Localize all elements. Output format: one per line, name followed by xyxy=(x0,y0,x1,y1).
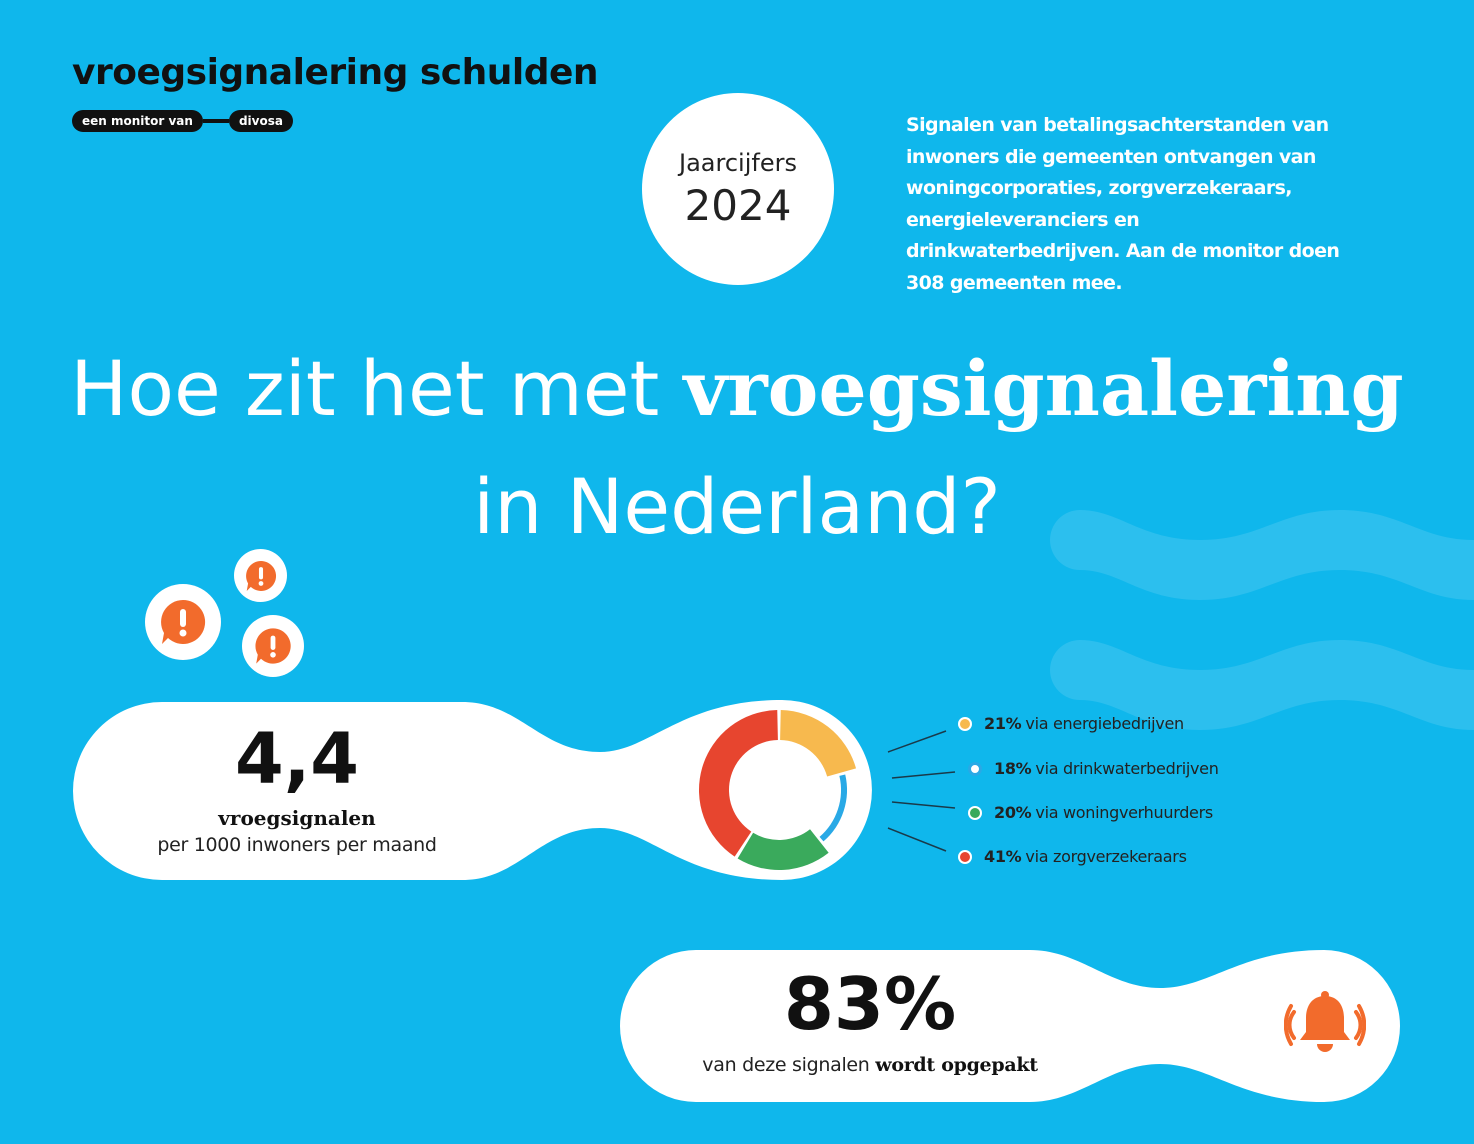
legend-item xyxy=(958,714,1184,733)
logo-sub-right: divosa xyxy=(229,110,293,132)
headline-part2: vroegsignalering xyxy=(683,344,1404,433)
picked-up-text-normal: van deze signalen xyxy=(702,1054,876,1076)
year-label: Jaarcijfers xyxy=(679,148,797,177)
picked-up-value: 83% xyxy=(783,962,957,1046)
legend-dot xyxy=(968,806,982,820)
signals-subtitle: per 1000 inwoners per maand xyxy=(157,834,437,856)
donut-slice-3 xyxy=(738,829,829,870)
legend-percent: 20% xyxy=(994,803,1032,822)
legend-label: via drinkwaterbedrijven xyxy=(1035,759,1219,778)
donut-slice-4 xyxy=(699,710,778,857)
picked-up-text xyxy=(620,1054,1120,1076)
legend-label: via woningverhuurders xyxy=(1035,803,1213,822)
legend-label: via energiebedrijven xyxy=(1025,714,1184,733)
picked-up-text-bold: wordt opgepakt xyxy=(875,1054,1038,1076)
legend-item xyxy=(968,759,1219,778)
legend-percent: 21% xyxy=(984,714,1022,733)
legend-item xyxy=(958,847,1187,866)
ringing-bell-icon xyxy=(1284,990,1366,1062)
legend-label: via zorgverzekeraars xyxy=(1025,847,1187,866)
intro-text: Signalen van betalingsachterstanden van inwoners die gemeenten ontvangen van woningcorporaties, zorgverzekeraars, energieleveranciers en drinkwaterbedrijven. Aan de monitor doen 308 gemeenten mee. xyxy=(906,114,1340,294)
legend-dot xyxy=(968,762,982,776)
signals-label: vroegsignalen xyxy=(218,806,376,830)
year-value: 2024 xyxy=(684,180,792,230)
headline-part1: Hoe zit het met xyxy=(70,344,684,433)
donut-slice-2 xyxy=(812,772,859,851)
legend-dot xyxy=(958,717,972,731)
legend-connector xyxy=(888,828,946,851)
legend-percent: 18% xyxy=(994,759,1032,778)
headline-part3: in Nederland? xyxy=(473,462,1001,551)
legend-dot xyxy=(958,850,972,864)
legend-item xyxy=(968,803,1213,822)
logo-sub-left: een monitor van xyxy=(72,110,203,132)
logo-title: vroegsignalering schulden xyxy=(72,52,599,93)
legend-connector xyxy=(892,772,955,778)
legend-connector xyxy=(888,731,946,752)
legend-connector xyxy=(892,802,955,808)
signals-value: 4,4 xyxy=(234,718,359,800)
legend-percent: 41% xyxy=(984,847,1022,866)
donut-slice-1 xyxy=(780,710,856,776)
